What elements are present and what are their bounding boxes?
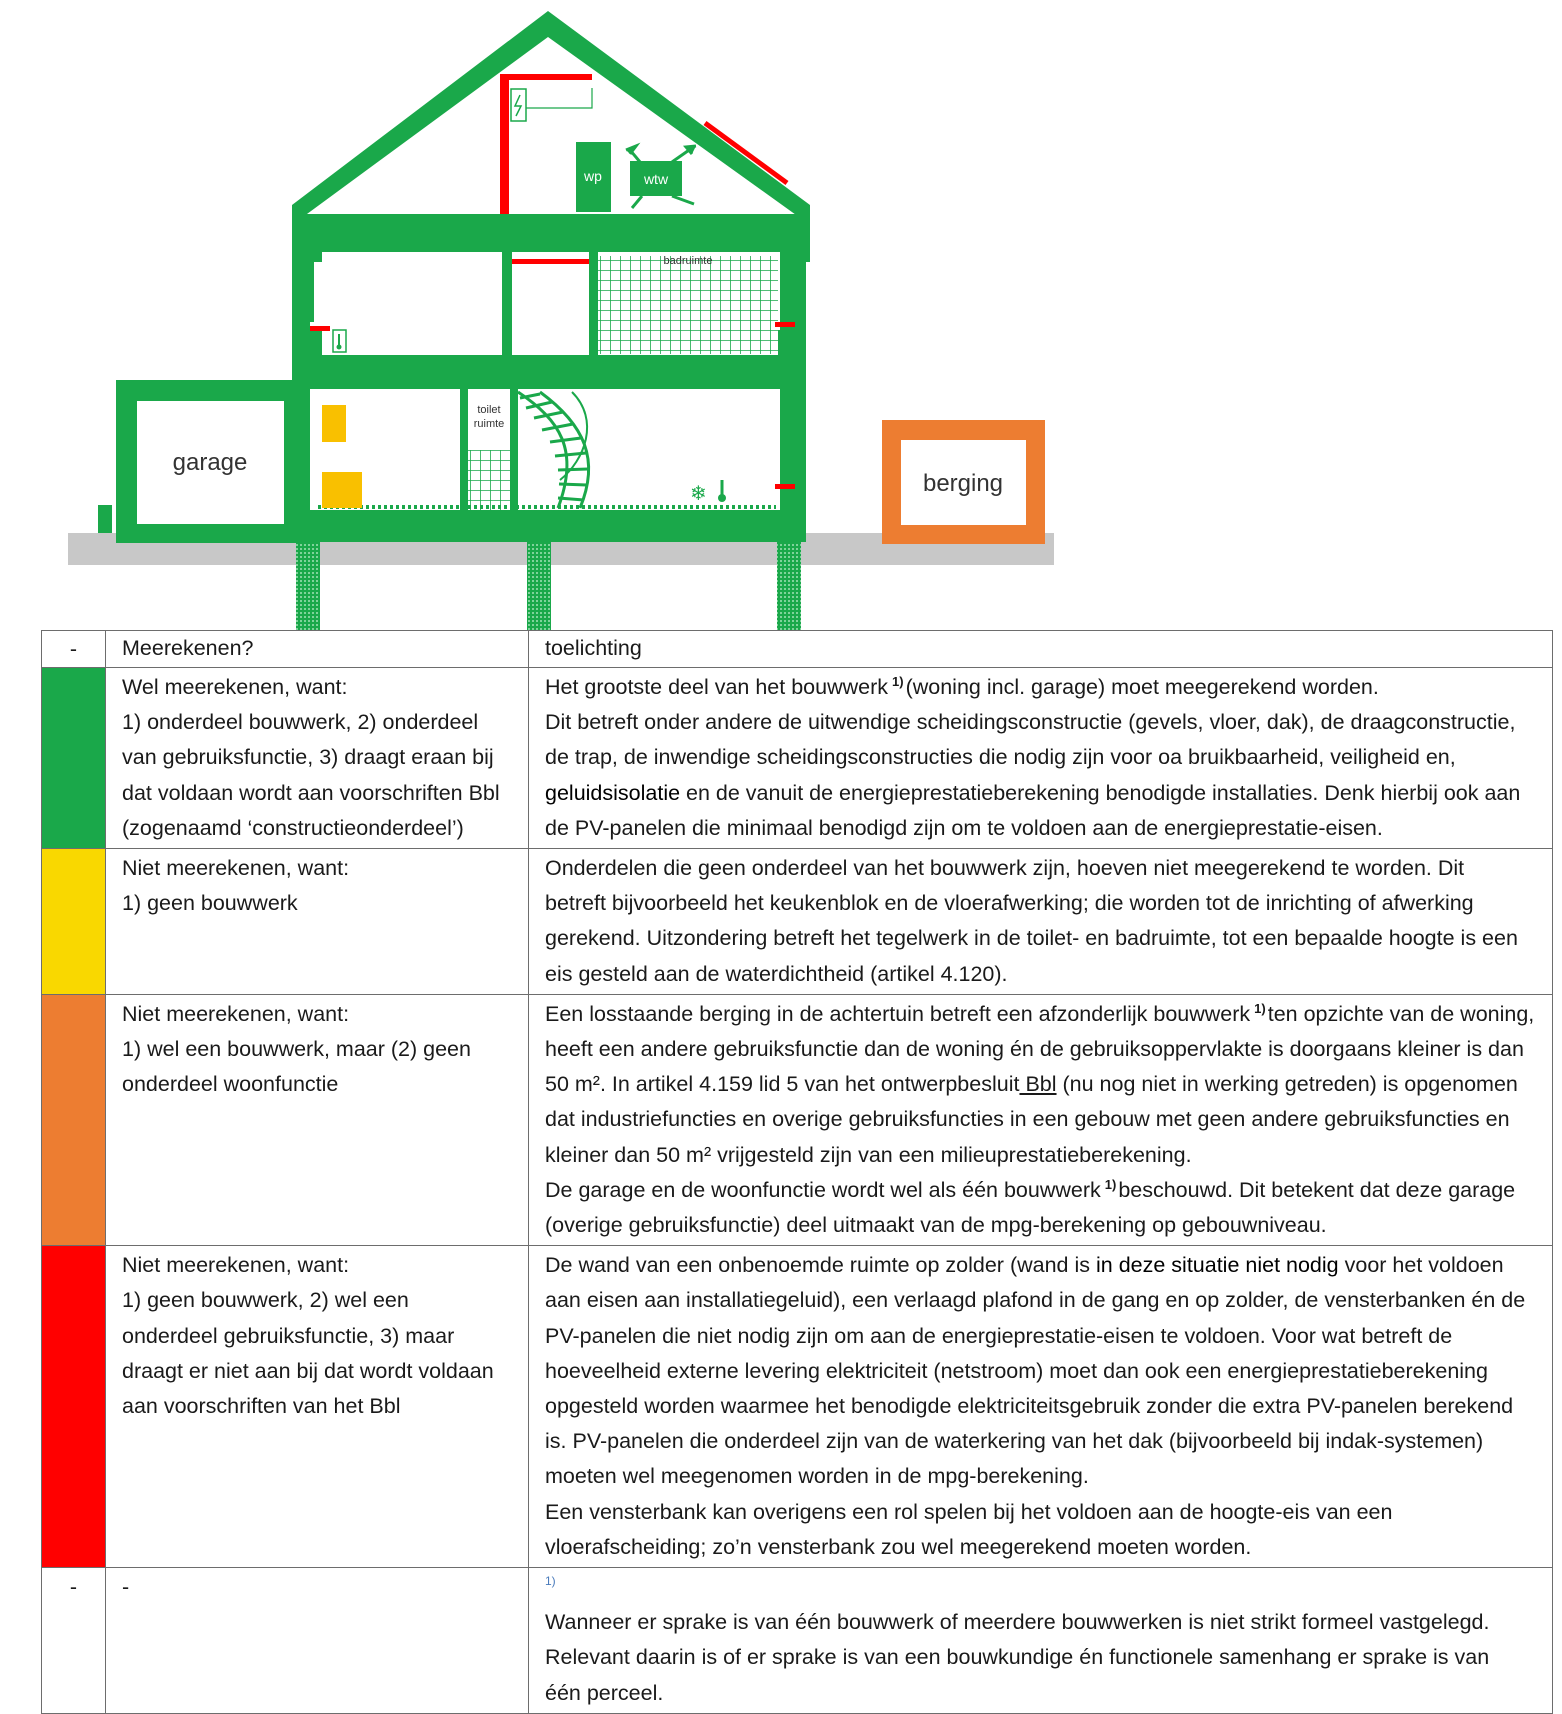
text-line: 1) geen bouwwerk (122, 891, 298, 916)
text-line: Niet meerekenen, want: (122, 1001, 350, 1026)
badruimte-tiles (598, 256, 778, 354)
table-row-orange (42, 994, 1553, 1245)
text-line: heeft een andere gebruiksfunctie dan de woning én de gebruiksoppervlakte is doorgaans kleiner is dan (545, 1037, 1524, 1062)
wtw-label: wtw (643, 171, 669, 187)
text-line: onderdeel gebruiksfunctie, 3) maar (122, 1323, 455, 1348)
text-span: Een losstaande berging in de achtertuin betreft een afzonderlijk bouwwerk (545, 1001, 1251, 1026)
header-meerekenen: Meerekenen? (106, 631, 529, 668)
electric-meter-icon (511, 88, 592, 121)
windowsill-red (775, 322, 795, 327)
ground-floor (292, 510, 806, 542)
toilet-tiles (468, 450, 510, 510)
color-swatch-green (42, 668, 106, 849)
text-line: de PV-panelen die minimaal benodigd zijn om te voldoen aan de energieprestatie-eisen. (545, 815, 1383, 840)
text-line: PV-panelen die niet nodig zijn om aan de energieprestatie-eisen te voldoen. Voor wat betreft de (545, 1323, 1453, 1348)
kitchen-unit (322, 405, 346, 442)
wp-label: wp (584, 168, 602, 184)
first-floor (292, 355, 806, 389)
footnote-ref: 1) (1254, 1000, 1266, 1016)
footnote-mark: 1) (545, 1574, 556, 1589)
text-line: (overige gebruiksfunctie) deel uitmaakt van de mpg-berekening op gebouwniveau. (545, 1213, 1327, 1238)
table-row-yellow (42, 849, 1553, 995)
text-line: 1) wel een bouwwerk, maar (2) geen (122, 1037, 471, 1062)
color-swatch-red (42, 1246, 106, 1568)
table-row-red (42, 1246, 1553, 1568)
wall-right (780, 252, 806, 542)
text-line: aan eisen aan installatiegeluid), een verlaagd plafond in de gang en op zolder, de vensterbanken én de (545, 1288, 1526, 1313)
windowsill-red (310, 326, 330, 331)
pv-panel-green (388, 98, 457, 150)
text-line: Onderdelen die geen onderdeel van het bouwwerk zijn, hoeven niet meegerekend te worden. Dit (545, 856, 1465, 881)
table-header-row (42, 631, 1553, 668)
house-section-drawing (0, 0, 1562, 630)
footnote-ref: 1) (1104, 1176, 1117, 1192)
text-span: Het grootste deel van het bouwwerk (545, 675, 889, 699)
roof (292, 11, 810, 225)
header-dash: - (42, 631, 106, 668)
color-swatch-yellow (42, 849, 106, 995)
thermometer-icon (718, 480, 726, 502)
toilet-label-2: ruimte (473, 418, 505, 430)
foundation-pile (777, 540, 801, 630)
text-line: de trap, de inwendige scheidingsconstructies die nodig zijn voor oa bruikbaarheid, veiligheid en, (545, 745, 1456, 770)
footnote-ref: 1) (892, 674, 904, 689)
text-line: eis gesteld aan de waterdichtheid (artikel 4.120). (545, 961, 1008, 986)
text-span: beschouwd. Dit betekent dat deze garage (1118, 1177, 1516, 1202)
text-line: aan voorschriften van het Bbl (122, 1394, 401, 1419)
badruimte-label: badruimte (663, 255, 713, 267)
footnote-dash-2: - (106, 1568, 529, 1714)
text-span: De wand van een onbenoemde ruimte op zolder (wand is (545, 1253, 1096, 1278)
attic-wall-red (500, 78, 509, 214)
toilet-label-1: toilet (477, 404, 501, 416)
text-line: betreft bijvoorbeeld het keukenblok en de vloerafwerking; die worden tot de inrichting of afwerking (545, 891, 1474, 916)
text-span: 50 m². In artikel 4.159 lid 5 van het ontwerpbesluit (545, 1072, 1020, 1097)
row-red-right (529, 1246, 1553, 1568)
footnote-line: Relevant daarin is of er sprake is van een bouwkundige én functionele samenhang er sprake is van (545, 1645, 1490, 1670)
windowsill-red (775, 484, 795, 489)
attic-floor (292, 214, 810, 252)
text-line: Niet meerekenen, want: (122, 856, 350, 881)
bbl-link[interactable]: Bbl (1019, 1072, 1057, 1097)
table-row-footnote (42, 1568, 1553, 1714)
text-span: en de vanuit de energieprestatieberekening benodigde installaties. Denk hierbij ook aan (680, 780, 1521, 805)
row-yellow-right (529, 849, 1553, 995)
text-line: (zogenaamd ‘constructieonderdeel’) (122, 815, 464, 840)
text-line: draagt er niet aan bij dat wordt voldaan (122, 1358, 494, 1383)
text-span: (woning incl. garage) moet meegerekend worden. (905, 675, 1379, 699)
text-line: 1) geen bouwwerk, 2) wel een (122, 1288, 409, 1313)
foundation-pile (296, 540, 320, 630)
highlight-text: geluidsisolatie (545, 780, 681, 805)
text-line: van gebruiksfunctie, 3) draagt eraan bij (122, 745, 494, 770)
text-line: Een vensterbank kan overigens een rol spelen bij het voldoen aan de hoogte-eis van een (545, 1499, 1393, 1524)
text-line: onderdeel woonfunctie (122, 1072, 339, 1097)
text-line: kleiner dan 50 m² vrijgesteld zijn van een milieuprestatieberekening. (545, 1142, 1192, 1167)
stairs (518, 392, 589, 508)
footnote-line: Wanneer er sprake is van één bouwwerk of meerdere bouwwerken is niet strikt formeel vastgelegd. (545, 1610, 1490, 1635)
text-line: Wel meerekenen, want: (122, 675, 348, 699)
text-line: dat industriefuncties en overige gebruiksfuncties in een gebouw met geen andere gebruiksfuncties en (545, 1107, 1510, 1132)
text-line: gerekend. Uitzondering betreft het tegelwerk in de toilet- en badruimte, tot een bepaalde hoogte is een (545, 926, 1518, 951)
color-swatch-orange (42, 994, 106, 1245)
text-span: (nu nog niet in werking getreden) is opgenomen (1056, 1072, 1518, 1097)
text-span: voor het voldoen (1338, 1253, 1504, 1278)
text-line: 1) onderdeel bouwwerk, 2) onderdeel (122, 710, 479, 735)
thermostat-icon (333, 330, 346, 352)
pv-panel-green (309, 157, 378, 207)
legend-table (41, 630, 1553, 1714)
garage-small-post (98, 505, 112, 533)
text-span: De garage en de woonfunctie wordt wel als één bouwwerk (545, 1177, 1101, 1202)
header-toelichting: toelichting (529, 631, 1553, 668)
row-orange-left (106, 994, 529, 1245)
text-line: hoeveelheid externe levering elektriciteit (netstroom) moet dan ook een energieprestatieberekening (545, 1358, 1488, 1383)
attic-ceiling-red (500, 74, 592, 80)
lowered-ceiling-red (512, 259, 589, 264)
garage-label: garage (172, 449, 248, 476)
snowflake-icon: ❄ (690, 483, 707, 505)
text-line: Dit betreft onder andere de uitwendige scheidingsconstructie (gevels, vloer, dak), de draagconstructie, (545, 710, 1516, 735)
kitchen-unit (322, 472, 362, 508)
text-line: is. PV-panelen die onderdeel zijn van de waterkering van het dak (bijvoorbeeld bij indak-systemen) (545, 1429, 1484, 1454)
text-line: dat voldaan wordt aan voorschriften Bbl (122, 780, 500, 805)
footnote-cell (529, 1568, 1553, 1714)
row-red-left (106, 1246, 529, 1568)
highlight-text: in deze situatie niet nodig (1095, 1253, 1339, 1278)
table-row-green (42, 668, 1553, 849)
footnote-dash-1: - (42, 1568, 106, 1714)
row-green-right (529, 668, 1553, 849)
row-green-left (106, 668, 529, 849)
foundation-pile (527, 540, 551, 630)
text-line: vloerafscheiding; zo’n vensterbank zou wel meegerekend moeten worden. (545, 1534, 1252, 1559)
berging-label: berging (922, 470, 1004, 497)
footnote-line: één perceel. (545, 1680, 664, 1705)
row-yellow-left (106, 849, 529, 995)
text-span: ten opzichte van de woning, (1267, 1001, 1535, 1026)
text-line: moeten wel meegenomen worden in de mpg-berekening. (545, 1464, 1089, 1489)
text-line: Niet meerekenen, want: (122, 1253, 350, 1278)
text-line: opgesteld worden waarmee het benodigde elektriciteitsgebruik zonder die extra PV-panelen berekend (545, 1394, 1514, 1419)
row-orange-right (529, 994, 1553, 1245)
